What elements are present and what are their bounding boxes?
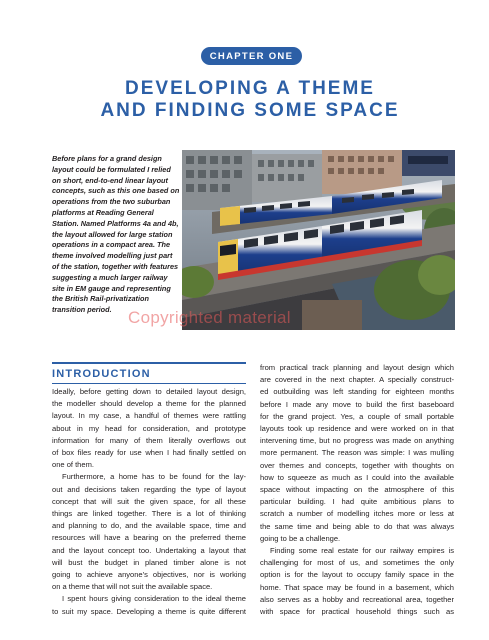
text-line: challenging for most of us, and sometimes the only xyxy=(260,558,454,568)
text-line: Furthermore, a home has to be found for the lay- xyxy=(62,472,246,482)
text-line: with space for practical household things such as xyxy=(260,607,454,617)
text-line: one of them. xyxy=(52,460,94,470)
text-line: intervening time, but no progress was made on anything xyxy=(260,436,454,446)
text-line: the same time and being able to do that was always xyxy=(260,521,454,531)
chapter-title-line-1: DEVELOPING A THEME xyxy=(125,78,375,99)
text-line: for the grand project. Yes, a couple of small portable xyxy=(260,411,454,421)
section-heading-text: INTRODUCTION xyxy=(52,367,151,380)
text-line: on a theme that will not suit the available space. xyxy=(52,582,213,592)
text-line: particular building. I had quite ambitious plans to xyxy=(260,497,454,507)
text-line: of box files ready for use when I had finally settled on xyxy=(52,448,246,458)
text-line: space without impacting on the atmosphere of this xyxy=(260,485,454,495)
text-line: and planning to do, and the available space, time and xyxy=(52,521,246,531)
text-line: over themes and concepts, together with thoughts on xyxy=(260,460,454,470)
text-line: also serves as a hobby and recreational area, together xyxy=(260,594,454,604)
text-line: and the layout concept too. Undertaking a layout that xyxy=(52,545,246,555)
text-line: things are linked together. There is a lot of thinking xyxy=(52,509,246,519)
text-line: about in my head for consideration, and prototype xyxy=(52,423,246,433)
chapter-title-line-2: AND FINDING SOME SPACE xyxy=(100,100,400,121)
photo-caption: Before plans for a grand design layout could be formulated I relied on short, end-to-end linear layout concepts, such as this one based on operations from the two suburban platforms at Reading General Station. Named Platforms 4a and 4b, the layout allowed for large station operations in a compact area. The theme involved modelling just part of the station, together with features suggesting a much larger railway site in EM gauge and representing the British Rail-privatization transition period. xyxy=(52,154,180,315)
text-line: layouts took up residence and were worked on in that xyxy=(260,424,454,434)
text-line: to suit my space. Developing a theme is quite different xyxy=(52,606,246,616)
text-line: home. That space may be found in a basement, which xyxy=(260,582,454,592)
text-line: going to be a challenge. xyxy=(260,533,341,543)
text-line: option is for the layout to occupy family space in the xyxy=(260,570,454,580)
text-line: scratch a number of modelling itches more or less at xyxy=(260,509,454,519)
text-line: going to achieve anyone's objectives, nor is working xyxy=(52,570,246,580)
text-line: will bust the budget in planed timber alone is not xyxy=(52,557,246,567)
copyright-watermark: Copyrighted material xyxy=(128,308,291,327)
text-line: out and decisions taken regarding the type of layout xyxy=(52,484,246,494)
text-line: how to squeeze as much as I could into the available xyxy=(260,472,454,482)
text-line: concept that will suit the given space, for all these xyxy=(52,496,246,506)
text-line: Finding some real estate for our railway empires is xyxy=(270,546,454,556)
text-line: the modeller should develop a theme for the planned xyxy=(52,399,246,409)
text-line: I spent hours giving consideration to the ideal theme xyxy=(62,594,246,604)
text-line: layout. In my case, a handful of themes were rattling xyxy=(52,411,246,421)
text-line: from practical track planning and layout design which xyxy=(260,363,454,372)
model-railway-photo xyxy=(182,150,455,330)
section-heading xyxy=(52,362,246,384)
text-line: information for many of them literally overflows out xyxy=(52,435,246,445)
text-line: before I made any move to build the first baseboard xyxy=(260,399,454,409)
text-line: resources will have a bearing on the preferred theme xyxy=(52,533,246,543)
body-column-1 xyxy=(52,386,246,618)
text-line: more permanent. The reason was simple: I was mulling xyxy=(260,448,454,458)
text-line: are covered in the next chapter. A specially construct- xyxy=(260,375,454,385)
text-line: Ideally, before getting down to detailed layout design, xyxy=(52,387,246,396)
body-column-2 xyxy=(260,362,454,618)
chapter-label: CHAPTER ONE xyxy=(201,47,302,65)
text-line: ed outbuilding was left standing for eighteen months xyxy=(260,387,454,397)
